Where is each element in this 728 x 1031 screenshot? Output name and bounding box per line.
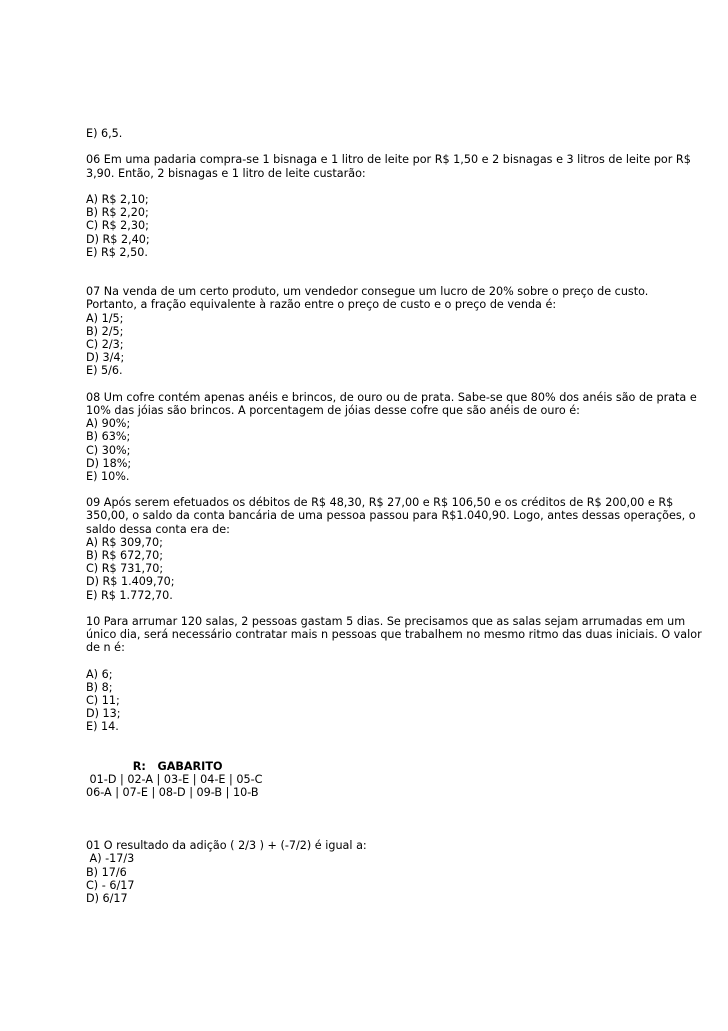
option-a: A) 6;: [86, 667, 113, 681]
question-10: [86, 614, 702, 734]
question-01: [86, 839, 686, 905]
question-01-text-line: 01 O resultado da adição ( 2/3 ) + (-7/2) é igual a:: [86, 839, 367, 853]
option-d: D) R$ 1.409,70;: [86, 575, 175, 589]
question-09-text-line: 350,00, o saldo da conta bancária de uma pessoa passou para R$1.040,90. Logo, antes dessas operações, o: [86, 509, 696, 523]
option-b: B) 2/5;: [86, 324, 124, 338]
question-09-text-line: saldo dessa conta era de:: [86, 522, 230, 536]
previous-answer-option: E) 6,5.: [86, 127, 123, 140]
answer-key: [86, 760, 686, 800]
option-b: B) 8;: [86, 680, 113, 694]
question-08-text-line: 10% das jóias são brincos. A porcentagem de jóias desse cofre que são anéis de ouro é:: [86, 403, 580, 417]
option-b: B) 63%;: [86, 430, 131, 444]
option-d: D) 3/4;: [86, 351, 125, 365]
answer-key-row: 01-D | 02-A | 03-E | 04-E | 05-C: [86, 773, 263, 787]
question-07: [86, 285, 686, 377]
question-06: [86, 153, 691, 259]
option-a: A) R$ 309,70;: [86, 535, 163, 549]
answer-key-heading: R: GABARITO: [86, 760, 223, 774]
option-c: C) - 6/17: [86, 878, 135, 892]
option-a: A) R$ 2,10;: [86, 192, 149, 206]
option-c: C) R$ 2,30;: [86, 219, 149, 233]
option-a: A) -17/3: [86, 852, 135, 866]
option-b: B) R$ 672,70;: [86, 549, 163, 563]
question-10-text-line: 10 Para arrumar 120 salas, 2 pessoas gastam 5 dias. Se precisamos que as salas sejam arrumadas em um: [86, 614, 686, 628]
option-c: C) 30%;: [86, 443, 131, 457]
question-06-text-line: 06 Em uma padaria compra-se 1 bisnaga e 1 litro de leite por R$ 1,50 e 2 bisnagas e 3 litros de leite por R$: [86, 153, 691, 167]
option-e: E) 10%.: [86, 469, 130, 483]
question-07-text-line: 07 Na venda de um certo produto, um vendedor consegue um lucro de 20% sobre o preço de custo.: [86, 285, 649, 299]
document-page: [86, 127, 702, 905]
option-d: D) 6/17: [86, 891, 128, 905]
option-c: C) 2/3;: [86, 338, 124, 352]
question-09: [86, 496, 696, 602]
option-e: E) R$ 2,50.: [86, 245, 148, 259]
option-c: C) 11;: [86, 694, 120, 708]
option-a: A) 90%;: [86, 417, 131, 431]
answer-key-row: 06-A | 07-E | 08-D | 09-B | 10-B: [86, 786, 259, 800]
question-06-text-line: 3,90. Então, 2 bisnagas e 1 litro de leite custarão:: [86, 166, 366, 180]
option-b: B) 17/6: [86, 865, 127, 879]
question-09-text-line: 09 Após serem efetuados os débitos de R$ 48,30, R$ 27,00 e R$ 106,50 e os créditos de R$ 200,00 e R$: [86, 496, 674, 510]
option-a: A) 1/5;: [86, 311, 124, 325]
option-b: B) R$ 2,20;: [86, 206, 149, 220]
option-d: D) 18%;: [86, 456, 132, 470]
question-08-text-line: 08 Um cofre contém apenas anéis e brincos, de ouro ou de prata. Sabe-se que 80% dos anéis são de prata e: [86, 390, 697, 404]
option-d: D) R$ 2,40;: [86, 232, 150, 246]
option-e: E) 5/6.: [86, 364, 123, 378]
question-10-text-line: de n é:: [86, 641, 125, 655]
option-e: E) R$ 1.772,70.: [86, 588, 173, 602]
question-08: [86, 390, 697, 483]
question-10-text-line: único dia, será necessário contratar mais n pessoas que trabalhem no mesmo ritmo das duas iniciais. O valor: [86, 628, 702, 642]
option-e: E) 14.: [86, 720, 119, 734]
option-d: D) 13;: [86, 707, 121, 721]
question-07-text-line: Portanto, a fração equivalente à razão entre o preço de custo e o preço de venda é:: [86, 298, 557, 312]
option-c: C) R$ 731,70;: [86, 562, 164, 576]
